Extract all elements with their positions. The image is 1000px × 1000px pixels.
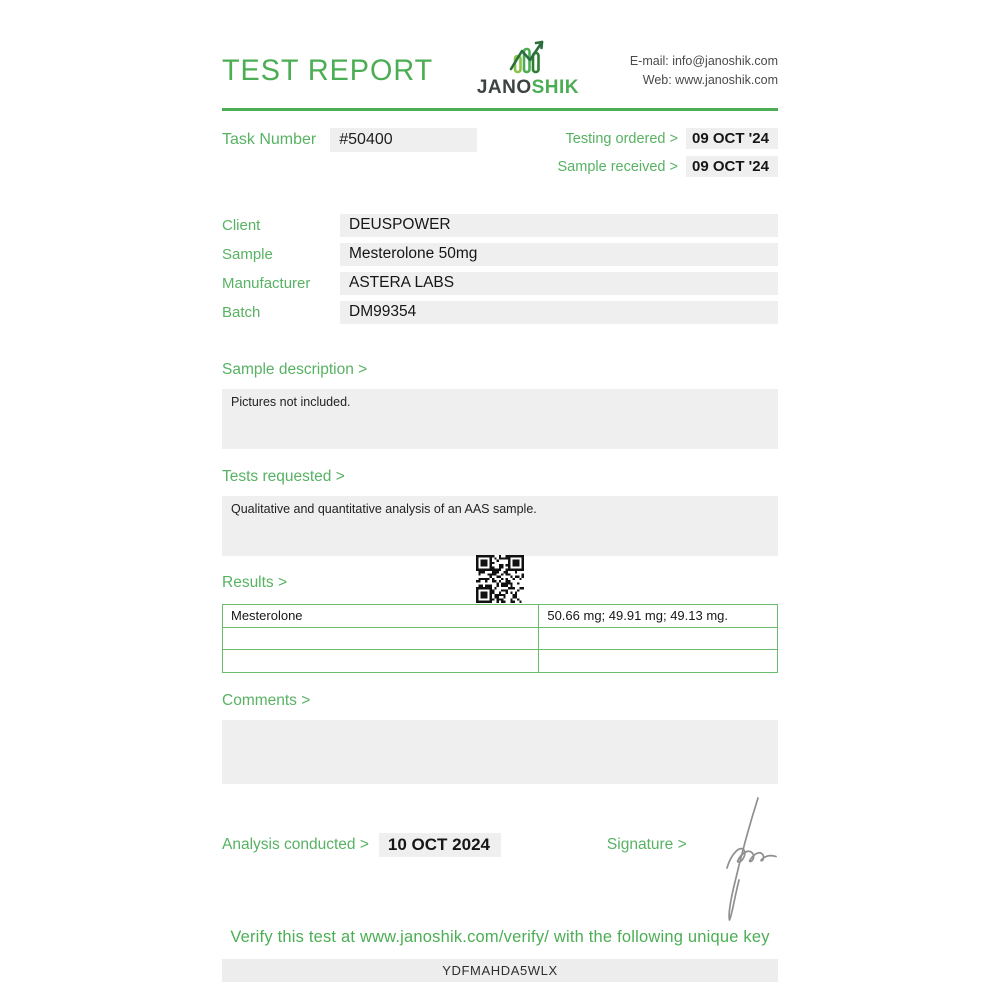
sample-received-label: Sample received > [557, 158, 678, 175]
info-row-batch [222, 301, 778, 324]
result-analyte-cell: Mesterolone [223, 605, 539, 628]
analysis-date-value: 10 OCT 2024 [379, 833, 501, 857]
contact-info [630, 38, 778, 90]
table-row [223, 605, 778, 628]
verify-instruction: Verify this test at www.janoshik.com/verify/ with the following unique key [230, 927, 770, 946]
page-title: TEST REPORT [222, 54, 434, 87]
task-number-label: Task Number [222, 131, 317, 148]
batch-value: DM99354 [340, 301, 778, 324]
header-divider [222, 108, 778, 111]
sample-received-row [558, 156, 779, 177]
result-analyte-cell [223, 627, 539, 650]
table-row [223, 627, 778, 650]
result-value-cell [539, 627, 778, 650]
results-section [222, 564, 778, 673]
sample-received-value: 09 OCT '24 [686, 156, 778, 177]
client-label: Client [222, 217, 261, 234]
signature-image [696, 794, 780, 924]
report-header [222, 0, 778, 99]
testing-ordered-row [558, 128, 779, 149]
results-heading: Results > [222, 574, 288, 591]
comments-box [222, 720, 778, 784]
logo-wordmark [468, 77, 588, 99]
contact-web: Web: www.janoshik.com [642, 72, 778, 87]
sample-info-section [222, 214, 778, 324]
info-row-client [222, 214, 778, 237]
sample-description-box: Pictures not included. [222, 389, 778, 449]
info-row-sample [222, 243, 778, 266]
signature-label: Signature > [606, 835, 687, 853]
sample-description-heading: Sample description > [222, 361, 368, 378]
bar-chart-logo-icon [502, 38, 554, 76]
result-value-cell [539, 650, 778, 673]
dates-block [558, 128, 779, 177]
result-value-cell: 50.66 mg; 49.91 mg; 49.13 mg. [539, 605, 778, 628]
report-content [222, 0, 778, 982]
logo-jano: JANO [476, 77, 532, 98]
client-value: DEUSPOWER [340, 214, 778, 237]
sample-value: Mesterolone 50mg [340, 243, 778, 266]
tests-requested-box: Qualitative and quantitative analysis of an AAS sample. [222, 496, 778, 556]
tests-requested-heading: Tests requested > [222, 468, 345, 485]
analysis-signature-row [222, 832, 778, 858]
analysis-conducted-label: Analysis conducted > [222, 835, 369, 853]
manufacturer-label: Manufacturer [222, 275, 311, 292]
meta-section [222, 128, 778, 177]
batch-label: Batch [222, 304, 261, 321]
info-row-manufacturer [222, 272, 778, 295]
comments-heading: Comments > [222, 691, 311, 709]
contact-email: E-mail: info@janoshik.com [629, 54, 778, 68]
logo-shik: SHIK [531, 77, 580, 98]
table-row [223, 650, 778, 673]
result-analyte-cell [223, 650, 539, 673]
sample-label: Sample [222, 246, 273, 263]
testing-ordered-value: 09 OCT '24 [686, 128, 778, 149]
task-number-row [222, 128, 477, 152]
unique-key-field: YDFMAHDA5WLX [222, 959, 778, 982]
janoshik-logo [468, 38, 588, 99]
manufacturer-value: ASTERA LABS [340, 272, 778, 295]
qr-code [476, 555, 524, 603]
results-table [222, 604, 778, 673]
testing-ordered-label: Testing ordered > [565, 130, 678, 147]
task-number-value: #50400 [330, 128, 477, 152]
